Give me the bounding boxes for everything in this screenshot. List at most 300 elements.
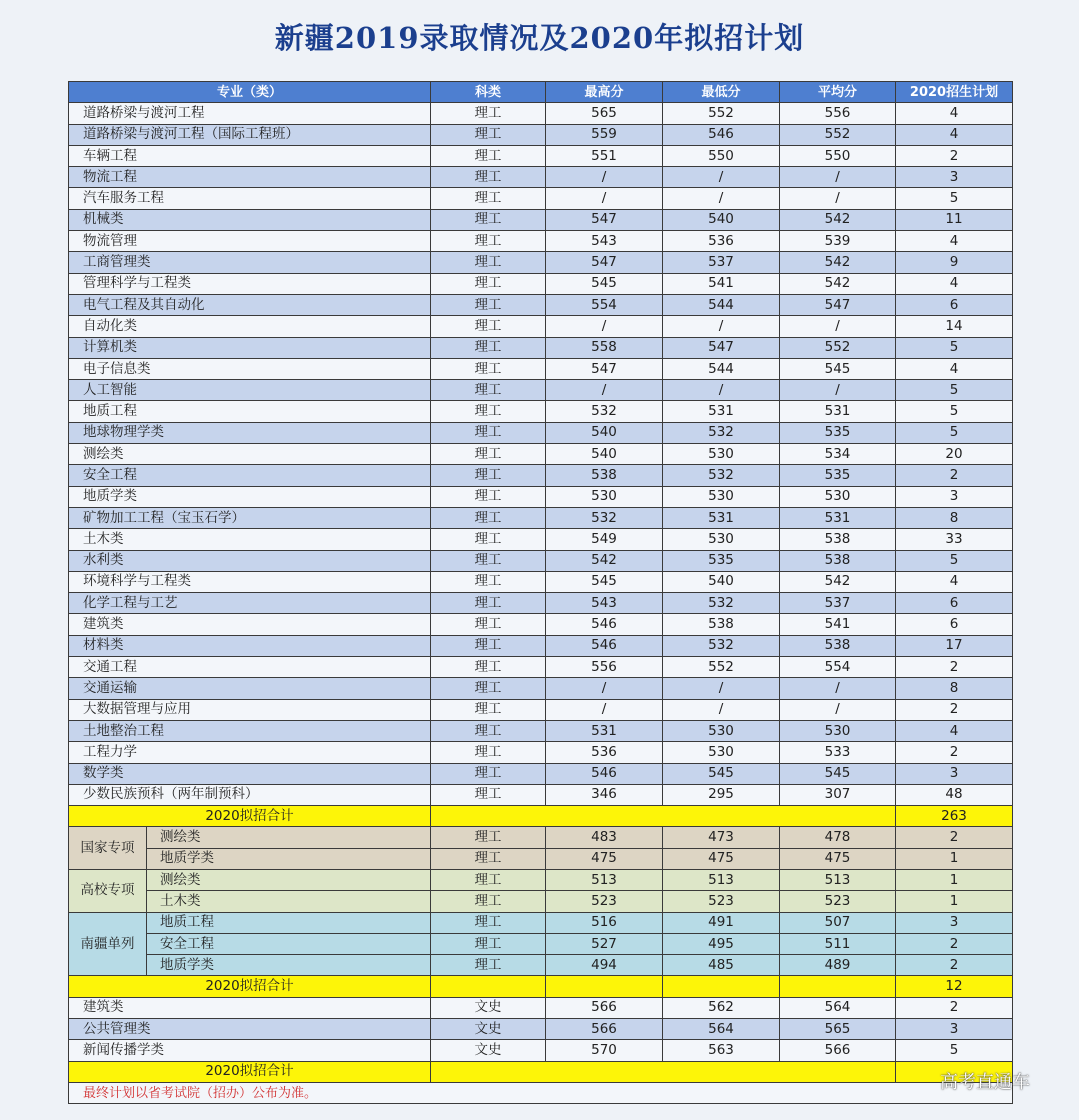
min-score-cell: 537	[663, 252, 780, 273]
min-score-cell: 538	[663, 614, 780, 635]
major-cell: 数学类	[69, 763, 431, 784]
major-cell: 车辆工程	[69, 145, 431, 166]
avg-score-cell: 530	[780, 720, 896, 741]
plan-cell: 6	[896, 614, 1013, 635]
min-score-cell: 530	[663, 444, 780, 465]
table-row	[69, 380, 1013, 401]
major-cell: 建筑类	[69, 997, 431, 1018]
table-row	[69, 209, 1013, 230]
category-cell: 文史	[431, 997, 546, 1018]
plan-cell: 4	[896, 124, 1013, 145]
plan-cell: 33	[896, 529, 1013, 550]
avg-score-cell: /	[780, 316, 896, 337]
avg-score-cell: 541	[780, 614, 896, 635]
category-cell: 理工	[431, 188, 546, 209]
min-score-cell: 552	[663, 103, 780, 124]
category-cell: 理工	[431, 742, 546, 763]
max-score-cell: 536	[546, 742, 663, 763]
max-score-cell: /	[546, 380, 663, 401]
plan-cell: 2	[896, 933, 1013, 954]
total-label: 2020拟招合计	[69, 1061, 431, 1082]
table-row	[69, 422, 1013, 443]
major-cell: 地质学类	[147, 848, 431, 869]
min-score-cell: /	[663, 699, 780, 720]
category-cell: 理工	[431, 933, 546, 954]
avg-score-cell: 535	[780, 465, 896, 486]
max-score-cell: 540	[546, 444, 663, 465]
category-cell: 文史	[431, 1040, 546, 1061]
category-cell: 理工	[431, 231, 546, 252]
max-score-cell: /	[546, 188, 663, 209]
major-cell: 交通工程	[69, 657, 431, 678]
table-row	[69, 401, 1013, 422]
category-cell: 理工	[431, 550, 546, 571]
empty-cell	[663, 976, 780, 997]
max-score-cell: 566	[546, 997, 663, 1018]
min-score-cell: 562	[663, 997, 780, 1018]
table-row	[69, 955, 1013, 976]
min-score-cell: 547	[663, 337, 780, 358]
avg-score-cell: /	[780, 188, 896, 209]
table-row	[69, 933, 1013, 954]
group-label: 国家专项	[69, 827, 147, 870]
max-score-cell: /	[546, 699, 663, 720]
min-score-cell: 530	[663, 720, 780, 741]
avg-score-cell: 530	[780, 486, 896, 507]
major-cell: 地质工程	[69, 401, 431, 422]
min-score-cell: 540	[663, 571, 780, 592]
category-cell: 理工	[431, 401, 546, 422]
major-cell: 新闻传播学类	[69, 1040, 431, 1061]
avg-score-cell: 542	[780, 252, 896, 273]
table-row	[69, 550, 1013, 571]
plan-cell: 1	[896, 891, 1013, 912]
max-score-cell: 516	[546, 912, 663, 933]
major-cell: 地质学类	[147, 955, 431, 976]
category-cell: 理工	[431, 848, 546, 869]
avg-score-cell: 475	[780, 848, 896, 869]
max-score-cell: 543	[546, 231, 663, 252]
min-score-cell: 564	[663, 1019, 780, 1040]
header-major: 专业（类）	[69, 82, 431, 103]
major-cell: 工商管理类	[69, 252, 431, 273]
table-row	[69, 657, 1013, 678]
plan-cell: 14	[896, 316, 1013, 337]
category-cell: 理工	[431, 465, 546, 486]
category-cell: 理工	[431, 380, 546, 401]
plan-cell: 4	[896, 571, 1013, 592]
min-score-cell: /	[663, 678, 780, 699]
plan-cell: 5	[896, 401, 1013, 422]
min-score-cell: 545	[663, 763, 780, 784]
page-title: 新疆2019录取情况及2020年拟招计划	[274, 21, 805, 55]
category-cell: 理工	[431, 358, 546, 379]
min-score-cell: 536	[663, 231, 780, 252]
min-score-cell: 495	[663, 933, 780, 954]
table-row	[69, 614, 1013, 635]
min-score-cell: 552	[663, 657, 780, 678]
table-row	[69, 784, 1013, 805]
category-cell: 理工	[431, 763, 546, 784]
max-score-cell: 551	[546, 145, 663, 166]
major-cell: 测绘类	[147, 827, 431, 848]
min-score-cell: 491	[663, 912, 780, 933]
header-avg: 平均分	[780, 82, 896, 103]
plan-cell: 2	[896, 145, 1013, 166]
avg-score-cell: 523	[780, 891, 896, 912]
category-cell: 理工	[431, 678, 546, 699]
max-score-cell: 545	[546, 571, 663, 592]
header-category: 科类	[431, 82, 546, 103]
category-cell: 理工	[431, 124, 546, 145]
major-cell: 电子信息类	[69, 358, 431, 379]
max-score-cell: 556	[546, 657, 663, 678]
plan-cell: 4	[896, 103, 1013, 124]
max-score-cell: 513	[546, 869, 663, 890]
empty-cell	[780, 976, 896, 997]
avg-score-cell: 534	[780, 444, 896, 465]
total-value: 12	[896, 976, 1013, 997]
table-row	[69, 848, 1013, 869]
table-row	[69, 678, 1013, 699]
table-row	[69, 699, 1013, 720]
avg-score-cell: 552	[780, 337, 896, 358]
category-cell: 理工	[431, 827, 546, 848]
category-cell: 理工	[431, 316, 546, 337]
table-row	[69, 1019, 1013, 1040]
max-score-cell: 530	[546, 486, 663, 507]
header-row	[69, 82, 1013, 103]
avg-score-cell: 511	[780, 933, 896, 954]
avg-score-cell: /	[780, 380, 896, 401]
avg-score-cell: 542	[780, 571, 896, 592]
table-row	[69, 231, 1013, 252]
max-score-cell: 559	[546, 124, 663, 145]
avg-score-cell: 307	[780, 784, 896, 805]
min-score-cell: 563	[663, 1040, 780, 1061]
major-cell: 交通运输	[69, 678, 431, 699]
avg-score-cell: /	[780, 699, 896, 720]
major-cell: 测绘类	[69, 444, 431, 465]
header-max: 最高分	[546, 82, 663, 103]
avg-score-cell: 539	[780, 231, 896, 252]
major-cell: 土木类	[147, 891, 431, 912]
avg-score-cell: 542	[780, 209, 896, 230]
plan-cell: 5	[896, 550, 1013, 571]
max-score-cell: 542	[546, 550, 663, 571]
avg-score-cell: 478	[780, 827, 896, 848]
total-label: 2020拟招合计	[69, 806, 431, 827]
avg-score-cell: 538	[780, 529, 896, 550]
max-score-cell: /	[546, 167, 663, 188]
table-row	[69, 593, 1013, 614]
max-score-cell: 543	[546, 593, 663, 614]
min-score-cell: 532	[663, 593, 780, 614]
major-cell: 地质工程	[147, 912, 431, 933]
plan-cell: 1	[896, 869, 1013, 890]
plan-cell: 3	[896, 486, 1013, 507]
table-row	[69, 827, 1013, 848]
avg-score-cell: 554	[780, 657, 896, 678]
table-row	[69, 444, 1013, 465]
major-cell: 汽车服务工程	[69, 188, 431, 209]
min-score-cell: 531	[663, 401, 780, 422]
category-cell: 理工	[431, 273, 546, 294]
category-cell: 理工	[431, 614, 546, 635]
avg-score-cell: 537	[780, 593, 896, 614]
max-score-cell: 549	[546, 529, 663, 550]
plan-cell: 5	[896, 380, 1013, 401]
major-cell: 水利类	[69, 550, 431, 571]
max-score-cell: 532	[546, 507, 663, 528]
plan-cell: 3	[896, 912, 1013, 933]
min-score-cell: 531	[663, 507, 780, 528]
table-row	[69, 252, 1013, 273]
table-row	[69, 273, 1013, 294]
category-cell: 理工	[431, 209, 546, 230]
table-row	[69, 997, 1013, 1018]
category-cell: 理工	[431, 720, 546, 741]
max-score-cell: /	[546, 678, 663, 699]
plan-cell: 9	[896, 252, 1013, 273]
avg-score-cell: 535	[780, 422, 896, 443]
category-cell: 理工	[431, 529, 546, 550]
plan-cell: 4	[896, 358, 1013, 379]
min-score-cell: /	[663, 316, 780, 337]
avg-score-cell: 545	[780, 358, 896, 379]
plan-cell: 2	[896, 465, 1013, 486]
plan-cell: 5	[896, 188, 1013, 209]
major-cell: 测绘类	[147, 869, 431, 890]
table-row	[69, 465, 1013, 486]
category-cell: 理工	[431, 337, 546, 358]
max-score-cell: 475	[546, 848, 663, 869]
empty-cell	[431, 1061, 896, 1082]
category-cell: 理工	[431, 422, 546, 443]
header-min: 最低分	[663, 82, 780, 103]
avg-score-cell: 531	[780, 507, 896, 528]
min-score-cell: /	[663, 188, 780, 209]
max-score-cell: 558	[546, 337, 663, 358]
min-score-cell: 546	[663, 124, 780, 145]
avg-score-cell: /	[780, 167, 896, 188]
min-score-cell: 475	[663, 848, 780, 869]
avg-score-cell: 550	[780, 145, 896, 166]
note-text: 最终计划以省考试院（招办）公布为准。	[69, 1082, 1013, 1103]
major-cell: 机械类	[69, 209, 431, 230]
category-cell: 理工	[431, 507, 546, 528]
category-cell: 理工	[431, 167, 546, 188]
total-value: 263	[896, 806, 1013, 827]
plan-cell: 1	[896, 848, 1013, 869]
avg-score-cell: 565	[780, 1019, 896, 1040]
table-row	[69, 763, 1013, 784]
max-score-cell: 546	[546, 635, 663, 656]
major-cell: 环境科学与工程类	[69, 571, 431, 592]
table-row	[69, 912, 1013, 933]
avg-score-cell: 564	[780, 997, 896, 1018]
major-cell: 地球物理学类	[69, 422, 431, 443]
major-cell: 少数民族预科（两年制预科）	[69, 784, 431, 805]
max-score-cell: 527	[546, 933, 663, 954]
major-cell: 矿物加工工程（宝玉石学）	[69, 507, 431, 528]
plan-cell: 2	[896, 657, 1013, 678]
table-row	[69, 486, 1013, 507]
watermark: 高考直通车	[940, 1072, 1030, 1093]
plan-cell: 4	[896, 273, 1013, 294]
plan-cell: 2	[896, 827, 1013, 848]
plan-cell: 5	[896, 1040, 1013, 1061]
avg-score-cell: 538	[780, 550, 896, 571]
max-score-cell: 547	[546, 252, 663, 273]
category-cell: 理工	[431, 593, 546, 614]
min-score-cell: 485	[663, 955, 780, 976]
category-cell: 理工	[431, 294, 546, 315]
plan-cell: 3	[896, 1019, 1013, 1040]
table-row	[69, 188, 1013, 209]
plan-cell: 5	[896, 422, 1013, 443]
major-cell: 土木类	[69, 529, 431, 550]
table-row	[69, 507, 1013, 528]
plan-cell: 2	[896, 742, 1013, 763]
major-cell: 人工智能	[69, 380, 431, 401]
plan-cell: 2	[896, 699, 1013, 720]
table-row	[69, 742, 1013, 763]
major-cell: 建筑类	[69, 614, 431, 635]
plan-cell: 11	[896, 209, 1013, 230]
major-cell: 化学工程与工艺	[69, 593, 431, 614]
min-score-cell: 541	[663, 273, 780, 294]
max-score-cell: 547	[546, 358, 663, 379]
max-score-cell: 570	[546, 1040, 663, 1061]
major-cell: 物流工程	[69, 167, 431, 188]
category-cell: 理工	[431, 103, 546, 124]
table-row	[69, 337, 1013, 358]
max-score-cell: 538	[546, 465, 663, 486]
total-row	[69, 806, 1013, 827]
min-score-cell: 532	[663, 465, 780, 486]
min-score-cell: 530	[663, 529, 780, 550]
group-label: 高校专项	[69, 869, 147, 912]
plan-cell: 5	[896, 337, 1013, 358]
table-row	[69, 720, 1013, 741]
empty-cell	[431, 806, 896, 827]
avg-score-cell: 547	[780, 294, 896, 315]
max-score-cell: 483	[546, 827, 663, 848]
table-row	[69, 294, 1013, 315]
max-score-cell: 540	[546, 422, 663, 443]
max-score-cell: 494	[546, 955, 663, 976]
major-cell: 物流管理	[69, 231, 431, 252]
table-row	[69, 167, 1013, 188]
plan-cell: 8	[896, 507, 1013, 528]
min-score-cell: 535	[663, 550, 780, 571]
avg-score-cell: 542	[780, 273, 896, 294]
max-score-cell: 546	[546, 763, 663, 784]
plan-cell: 3	[896, 167, 1013, 188]
major-cell: 道路桥梁与渡河工程	[69, 103, 431, 124]
max-score-cell: 346	[546, 784, 663, 805]
avg-score-cell: 552	[780, 124, 896, 145]
avg-score-cell: 531	[780, 401, 896, 422]
table-row	[69, 103, 1013, 124]
header-plan: 2020招生计划	[896, 82, 1013, 103]
max-score-cell: 546	[546, 614, 663, 635]
plan-cell: 6	[896, 294, 1013, 315]
total-row	[69, 1061, 1013, 1082]
plan-cell: 20	[896, 444, 1013, 465]
min-score-cell: /	[663, 167, 780, 188]
group-label: 南疆单列	[69, 912, 147, 976]
table-row	[69, 1040, 1013, 1061]
min-score-cell: 530	[663, 742, 780, 763]
min-score-cell: 540	[663, 209, 780, 230]
table-row	[69, 316, 1013, 337]
category-cell: 理工	[431, 444, 546, 465]
major-cell: 安全工程	[147, 933, 431, 954]
max-score-cell: 566	[546, 1019, 663, 1040]
major-cell: 工程力学	[69, 742, 431, 763]
plan-cell: 2	[896, 997, 1013, 1018]
major-cell: 地质学类	[69, 486, 431, 507]
min-score-cell: 473	[663, 827, 780, 848]
category-cell: 理工	[431, 571, 546, 592]
max-score-cell: 565	[546, 103, 663, 124]
category-cell: 理工	[431, 635, 546, 656]
major-cell: 公共管理类	[69, 1019, 431, 1040]
max-score-cell: 532	[546, 401, 663, 422]
note-row	[69, 1082, 1013, 1103]
empty-cell	[546, 976, 663, 997]
major-cell: 安全工程	[69, 465, 431, 486]
avg-score-cell: 533	[780, 742, 896, 763]
min-score-cell: 530	[663, 486, 780, 507]
category-cell: 理工	[431, 869, 546, 890]
avg-score-cell: /	[780, 678, 896, 699]
plan-cell: 4	[896, 231, 1013, 252]
avg-score-cell: 566	[780, 1040, 896, 1061]
avg-score-cell: 489	[780, 955, 896, 976]
plan-cell: 4	[896, 720, 1013, 741]
category-cell: 理工	[431, 486, 546, 507]
avg-score-cell: 545	[780, 763, 896, 784]
plan-cell: 6	[896, 593, 1013, 614]
min-score-cell: 295	[663, 784, 780, 805]
table-row	[69, 358, 1013, 379]
total-row	[69, 976, 1013, 997]
table-row	[69, 145, 1013, 166]
table-row	[69, 571, 1013, 592]
max-score-cell: 547	[546, 209, 663, 230]
min-score-cell: 523	[663, 891, 780, 912]
table-row	[69, 869, 1013, 890]
min-score-cell: 544	[663, 358, 780, 379]
max-score-cell: 554	[546, 294, 663, 315]
category-cell: 理工	[431, 657, 546, 678]
category-cell: 理工	[431, 145, 546, 166]
category-cell: 理工	[431, 912, 546, 933]
min-score-cell: 544	[663, 294, 780, 315]
category-cell: 文史	[431, 1019, 546, 1040]
major-cell: 管理科学与工程类	[69, 273, 431, 294]
table-row	[69, 891, 1013, 912]
avg-score-cell: 556	[780, 103, 896, 124]
category-cell: 理工	[431, 955, 546, 976]
major-cell: 土地整治工程	[69, 720, 431, 741]
min-score-cell: 532	[663, 422, 780, 443]
max-score-cell: 523	[546, 891, 663, 912]
min-score-cell: 550	[663, 145, 780, 166]
